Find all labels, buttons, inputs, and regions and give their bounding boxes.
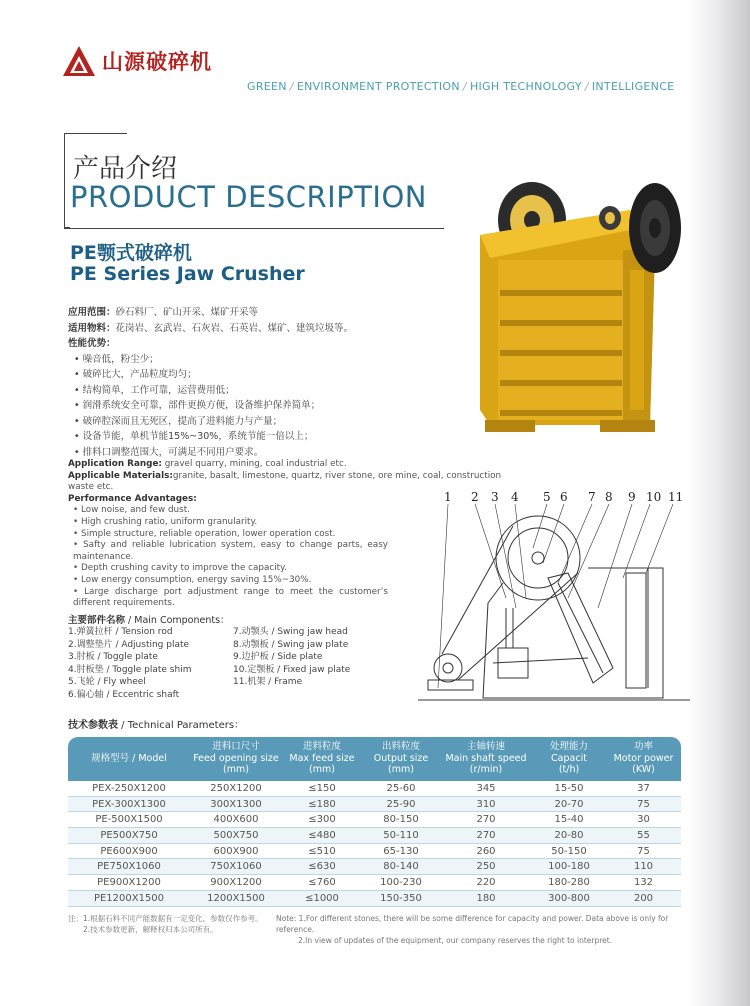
table-header: 主轴转速 Main shaft speed (r/min)	[440, 737, 532, 781]
list-item: • Large discharge port adjustment range to meet the customer’s different requirements.	[73, 586, 388, 609]
diagram-number: 1	[444, 490, 452, 504]
materials-en: Applicable Materials:granite, basalt, limestone, quartz, river stone, ore mine, coal, construction waste etc.	[68, 470, 502, 493]
diagram-number: 8	[605, 490, 613, 504]
tagline-green: GREEN	[247, 80, 287, 93]
components-title: 主要部件名称 / Main Components：	[68, 615, 230, 626]
application-cn: 应用范围：砂石料厂、矿山开采、煤矿开采等	[68, 307, 259, 318]
list-item: • Low noise, and few dust.	[73, 505, 190, 516]
table-row: PE750X1060 750X1060 ≤630 80-140 250 100-180 110	[68, 859, 681, 875]
diagram-number: 6	[560, 490, 568, 504]
mountain-logo-icon	[62, 44, 96, 78]
advantages-label-en: Performance Advantages:	[68, 493, 197, 504]
tagline-tech: HIGH TECHNOLOGY	[469, 80, 582, 93]
crusher-diagram	[418, 488, 690, 713]
list-item: 8.动颚板 / Swing jaw plate	[233, 639, 349, 650]
tagline-env: ENVIRONMENT PROTECTION	[296, 80, 460, 93]
diagram-number: 11	[668, 490, 684, 504]
list-item: • 结构简单，工作可靠，运营费用低；	[74, 384, 235, 396]
list-item: • High crushing ratio, uniform granularity.	[73, 516, 258, 527]
brand-name: 山源破碎机	[102, 50, 212, 74]
list-item: • 设备节能，单机节能15%~30%，系统节能一倍以上；	[74, 431, 314, 442]
table-row: PE1200X1500 1200X1500 ≤1000 150-350 180 300-800 200	[68, 890, 681, 906]
product-title-cn: PE颚式破碎机	[70, 242, 192, 264]
title-divider	[64, 228, 444, 229]
tech-params-table	[68, 737, 681, 907]
table-header: 处理能力 Capacit (t/h)	[532, 737, 606, 781]
table-header: 规格型号 / Model	[68, 737, 190, 781]
notes-en: Note: 1.For different stones, there will be some difference for capacity and power. Data above is only for reference. 2.In view of updates of the equipment, our company reserves the right to interpret.	[276, 914, 669, 945]
title-frame-top	[64, 133, 127, 134]
list-item: 10.定颚板 / Fixed jaw plate	[233, 664, 351, 675]
list-item: 5.飞轮 / Fly wheel	[68, 677, 146, 688]
table-row: PE900X1200 900X1200 ≤760 100-230 220 180-280 132	[68, 875, 681, 891]
list-item: 3.肘板 / Toggle plate	[68, 652, 158, 663]
list-item: 11.机架 / Frame	[233, 677, 303, 688]
list-item: • 润滑系统安全可靠，部件更换方便，设备维护保养简单；	[74, 400, 321, 411]
list-item: • 破碎比大，产品粒度均匀；	[74, 369, 197, 380]
tagline: GREEN / ENVIRONMENT PROTECTION / HIGH TECHNOLOGY / INTELLIGENCE	[247, 80, 675, 93]
list-item: 7.动颚头 / Swing jaw head	[233, 627, 348, 637]
product-title-en: PE Series Jaw Crusher	[70, 263, 305, 285]
list-item: 6.偏心轴 / Eccentric shaft	[68, 689, 180, 700]
diagram-numbers	[444, 490, 683, 504]
diagram-number: 9	[628, 490, 636, 504]
features-cn	[68, 305, 408, 460]
table-header: 进料口尺寸 Feed opening size (mm)	[190, 737, 282, 781]
jaw-crusher-image	[450, 180, 688, 440]
tagline-intel: INTELLIGENCE	[591, 80, 675, 93]
application-en: Application Range: gravel quarry, mining, coal industrial etc.	[68, 459, 347, 469]
list-item: 9.边护板 / Side plate	[233, 652, 323, 663]
table-header: 进料粒度 Max feed size (mm)	[282, 737, 362, 781]
table-row: PE-500X1500 400X600 ≤300 80-150 270 15-40 30	[68, 812, 681, 828]
list-item: • 排料口调整范围大，可满足不同用户要求。	[74, 446, 264, 458]
list-item: 2.调整垫片 / Adjusting plate	[68, 639, 190, 650]
diagram-number: 4	[511, 490, 519, 504]
diagram-number: 7	[588, 490, 596, 504]
table-header: 功率 Motor power (KW)	[606, 737, 681, 781]
tech-params-title: 技术参数表 / Technical Parameters：	[68, 720, 245, 731]
list-item: • Safty and reliable lubrication system, easy to change parts, easy maintenance.	[73, 540, 388, 562]
diagram-number: 5	[543, 490, 551, 504]
diagram-number: 3	[491, 490, 499, 504]
materials-cn: 适用物料：花岗岩、玄武岩、石灰岩、石英岩、煤矿、建筑垃圾等。	[68, 322, 354, 334]
table-row: PE500X750 500X750 ≤480 50-110 270 20-80 55	[68, 828, 681, 844]
list-item: 4.肘板垫 / Toggle plate shim	[68, 664, 192, 675]
table-header-row	[68, 737, 681, 781]
list-item: • 噪音低，粉尘少；	[74, 353, 159, 365]
list-item: • Simple structure, reliable operation, lower operation cost.	[73, 528, 336, 539]
list-item: 1.弹簧拉杆 / Tension rod	[68, 627, 173, 637]
list-item: • Depth crushing cavity to improve the capacity.	[73, 563, 287, 574]
list-item: • 破碎腔深而且无死区，提高了进料能力与产量；	[74, 415, 283, 427]
diagram-number: 2	[471, 490, 479, 504]
table-row: PEX-300X1300 300X1300 ≤180 25-90 310 20-70 75	[68, 796, 681, 812]
list-item: • Low energy consumption, energy saving 15%~30%.	[73, 574, 312, 585]
table-header: 出料粒度 Output size (mm)	[362, 737, 440, 781]
notes-cn: 注：1.根据石料不同产能数据有一定变化，参数仅作参考。 2.技术参数更新，解释权归本公司所有。	[68, 914, 263, 934]
advantages-label-cn: 性能优势：	[68, 338, 116, 349]
brand-logo	[62, 44, 212, 78]
diagram-number: 10	[646, 490, 662, 504]
table-row: PE600X900 600X900 ≤510 65-130 260 50-150 75	[68, 843, 681, 859]
page-fold-shadow	[688, 0, 750, 1006]
page-title-en: PRODUCT DESCRIPTION	[70, 180, 427, 214]
table-row: PEX-250X1200 250X1200 ≤150 25-60 345 15-50 37	[68, 781, 681, 797]
page-title-cn: 产品介绍	[73, 154, 178, 184]
